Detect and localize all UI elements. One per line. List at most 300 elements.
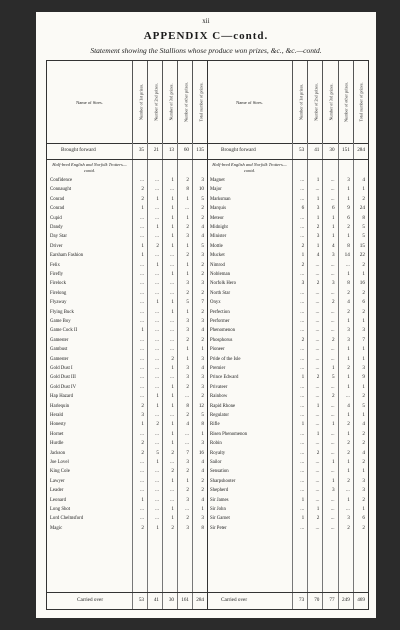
carried-over-value: 70 — [314, 597, 320, 603]
prize-count-cell: 8 — [201, 421, 204, 428]
prize-count-cell: ... — [170, 487, 174, 494]
prize-count-cell: 16 — [359, 280, 365, 287]
prize-count-cell: 3 — [186, 280, 189, 287]
prize-count-cell: ... — [140, 374, 144, 381]
prize-count-cell: ... — [170, 327, 174, 334]
prize-count-cell: ... — [330, 289, 335, 296]
prize-count-cell: ... — [330, 440, 335, 447]
prize-count-cell: 1 — [186, 355, 189, 362]
prize-count-cell: ... — [315, 318, 320, 324]
prize-count-cell: 3 — [186, 233, 189, 240]
prize-count-cell: 2 — [316, 224, 320, 230]
sire-name: Sir Peter — [210, 525, 227, 531]
prize-count-cell: 1 — [186, 195, 189, 202]
prize-column-header-label: Number of other prizes. — [343, 81, 349, 123]
prize-count-cell: 1 — [301, 421, 305, 428]
prize-count-cell: ... — [155, 374, 159, 381]
sire-name: Driver — [50, 243, 63, 249]
prize-count-cell: ... — [170, 280, 174, 287]
sire-name: Dandy — [50, 225, 63, 230]
prize-column-header-label: Number of 2nd prizes. — [313, 83, 319, 121]
carried-over-label: Carried over — [77, 597, 104, 603]
prize-count-cell: 2 — [201, 393, 204, 400]
table-header — [207, 61, 368, 144]
left-table-half — [47, 61, 208, 609]
prize-count-cell: 1 — [362, 468, 365, 475]
carried-over-row — [207, 592, 368, 609]
carried-over-value: 469 — [357, 597, 365, 603]
prize-count-cell: 1 — [156, 524, 159, 531]
prize-count-cell: 8 — [347, 242, 350, 249]
section-heading: Half-bred English and Norfolk Trotters—contd. — [52, 162, 127, 173]
prize-count-cell: ... — [345, 487, 350, 494]
prize-count-cell: 1 — [316, 506, 320, 512]
prize-count-cell: 2 — [141, 402, 144, 409]
prize-count-cell: 4 — [201, 468, 204, 475]
prize-count-cell: ... — [330, 383, 335, 390]
sire-name: Gambust — [50, 347, 68, 353]
prize-count-cell: 1 — [156, 459, 159, 465]
prize-count-cell: 1 — [156, 299, 159, 306]
prize-count-cell: 1 — [141, 421, 144, 428]
prize-count-cell: 1 — [141, 496, 144, 503]
carried-over-row — [47, 592, 207, 609]
prize-count-cell: ... — [155, 383, 159, 390]
sire-name: North Star — [210, 290, 231, 296]
prize-count-cell: 1 — [362, 186, 365, 193]
sire-name: Harlequin — [50, 403, 70, 409]
prize-count-cell: ... — [300, 214, 305, 221]
prize-count-cell: 2 — [186, 383, 189, 390]
brought-forward-label: Brought forward — [61, 147, 96, 153]
prize-count-cell: 2 — [156, 242, 159, 249]
carried-over-value: 30 — [168, 597, 174, 603]
prize-column-header-label: Number of 1st prizes. — [138, 83, 143, 121]
sire-name: Firelock — [50, 281, 66, 287]
prize-count-cell: ... — [140, 468, 144, 475]
prize-count-cell: 2 — [141, 524, 144, 531]
prize-count-cell: ... — [315, 524, 320, 531]
prize-count-cell: 1 — [331, 421, 335, 428]
prize-count-cell: 1 — [141, 205, 144, 212]
prize-count-cell: 7 — [362, 336, 365, 343]
prize-count-cell: ... — [315, 468, 320, 475]
prize-count-cell: 1 — [156, 224, 159, 230]
prize-count-cell: 3 — [331, 280, 335, 287]
prize-count-cell: 2 — [347, 289, 350, 296]
prize-count-cell: ... — [300, 318, 305, 324]
prize-count-cell: 1 — [347, 233, 350, 240]
prize-count-cell: 5 — [362, 402, 365, 409]
prize-column-header-label: Number of 2nd prizes. — [153, 83, 158, 121]
prize-count-cell: 1 — [301, 374, 305, 381]
prize-count-cell: 2 — [301, 261, 305, 268]
prize-count-cell: 12 — [198, 402, 204, 409]
prize-count-cell: ... — [330, 261, 335, 268]
prize-count-cell: ... — [300, 430, 305, 437]
section-heading: Half-bred English and Norfolk Trotters—contd. — [212, 162, 287, 173]
prize-count-cell: 16 — [198, 449, 204, 456]
prize-count-cell: 8 — [347, 280, 350, 287]
brought-forward-row — [47, 143, 207, 160]
prize-count-cell: ... — [315, 271, 320, 277]
carried-over-value: 41 — [153, 597, 159, 603]
prize-count-cell: ... — [140, 383, 144, 390]
prize-count-cell: 3 — [201, 318, 204, 324]
sire-name: Gold Dust I — [50, 366, 73, 371]
prize-count-cell: 9 — [347, 205, 350, 212]
sire-name: Robin — [210, 441, 222, 447]
prize-count-cell: 1 — [347, 318, 350, 324]
page-title: APPENDIX C—contd. — [143, 30, 269, 42]
prize-count-cell: 2 — [186, 289, 189, 296]
prize-count-cell: 2 — [316, 449, 320, 456]
prize-count-cell: 1 — [347, 468, 350, 475]
prize-count-cell: ... — [300, 524, 305, 531]
sire-name: Leader — [50, 488, 64, 494]
sire-name: Sir Garnet — [210, 516, 230, 522]
prize-count-cell: 3 — [201, 440, 204, 447]
prize-count-cell: ... — [140, 346, 144, 353]
prize-count-cell: ... — [345, 506, 350, 512]
prize-count-cell: 1 — [316, 195, 320, 202]
prize-count-cell: 3 — [316, 205, 320, 212]
prize-count-cell: 1 — [347, 459, 350, 465]
prize-count-cell: 1 — [171, 224, 174, 230]
prize-count-cell: ... — [330, 327, 335, 334]
prize-count-cell: 1 — [362, 318, 365, 324]
prize-count-cell: 2 — [316, 374, 320, 381]
brought-forward-value: 21 — [153, 147, 159, 153]
sire-name: Honesty — [50, 422, 66, 428]
prize-count-cell: 1 — [171, 177, 174, 183]
prize-count-cell: ... — [300, 506, 305, 512]
sire-name: Privateer — [210, 384, 228, 390]
prize-count-cell: ... — [155, 487, 159, 494]
prize-count-cell: 5 — [362, 224, 365, 230]
prize-count-cell: 2 — [201, 477, 204, 484]
prize-count-cell: 1 — [331, 233, 335, 240]
prize-count-cell: 4 — [316, 252, 320, 259]
prize-count-cell: 2 — [171, 355, 174, 362]
sire-name: Premier — [210, 366, 226, 371]
prize-count-cell: 4 — [201, 496, 204, 503]
prize-count-cell: ... — [185, 506, 189, 512]
sire-name: Game Boy — [50, 319, 71, 324]
prize-count-cell: 1 — [347, 496, 350, 503]
prize-count-cell: ... — [300, 365, 305, 371]
sire-name: Pride of the Isle — [210, 356, 241, 362]
prize-count-cell: 2 — [362, 308, 365, 315]
prize-count-cell: ... — [140, 177, 144, 183]
prize-count-cell: ... — [155, 233, 159, 240]
prize-count-cell: 4 — [186, 421, 189, 428]
prize-count-cell: 4 — [201, 233, 204, 240]
prize-count-cell: ... — [140, 393, 144, 400]
prize-count-cell: ... — [300, 195, 305, 202]
prize-count-cell: ... — [155, 177, 159, 183]
prize-column-header — [353, 61, 369, 143]
prize-column-header — [177, 61, 193, 143]
prize-column-header — [338, 61, 354, 143]
prize-count-cell: ... — [185, 440, 189, 447]
prize-count-cell: 1 — [186, 261, 189, 268]
sire-name: Firelong — [50, 290, 67, 296]
prize-count-cell: 2 — [186, 336, 189, 343]
prize-count-cell: 1 — [171, 421, 174, 428]
prize-count-cell: 1 — [171, 506, 174, 512]
prize-count-cell: 1 — [171, 515, 174, 522]
prize-count-cell: 2 — [331, 393, 335, 400]
sire-name: Marquis — [210, 206, 226, 212]
prize-count-cell: 2 — [347, 224, 350, 230]
prize-count-cell: ... — [300, 393, 305, 400]
prize-count-cell: ... — [300, 477, 305, 484]
sire-name: Performer — [210, 319, 230, 324]
prize-count-cell: ... — [345, 393, 350, 400]
prize-count-cell: 4 — [201, 327, 204, 334]
sire-name: Hurdle — [50, 441, 64, 447]
prize-count-cell: 2 — [186, 412, 189, 418]
carried-over-value: 249 — [342, 597, 350, 603]
prize-count-cell: ... — [155, 205, 159, 212]
prize-count-cell: ... — [330, 195, 335, 202]
prize-count-cell: ... — [155, 365, 159, 371]
prize-count-cell: 1 — [186, 242, 189, 249]
prize-count-cell: 1 — [171, 271, 174, 277]
brought-forward-value: 35 — [138, 147, 144, 153]
prize-count-cell: ... — [170, 459, 174, 465]
sire-name: Major — [210, 187, 222, 193]
prize-count-cell: 2 — [362, 289, 365, 296]
prize-count-cell: 1 — [171, 477, 174, 484]
prize-count-cell: 1 — [316, 242, 320, 249]
sire-name: Meteor — [210, 215, 224, 221]
sire-name: Sharpshooter — [210, 478, 236, 484]
prize-column-header-label: Total number of prizes. — [358, 82, 364, 122]
prize-count-cell: 3 — [201, 280, 204, 287]
prize-count-cell: ... — [140, 459, 144, 465]
sire-name: Connaught — [50, 187, 72, 193]
carried-over-value: 53 — [138, 597, 144, 603]
sire-name: Shepherd — [210, 488, 229, 494]
sire-name: Sir John — [210, 507, 226, 512]
prize-column-header-label: Number of 3rd prizes. — [328, 83, 334, 121]
sire-name-header: Name of Sires. — [76, 99, 103, 105]
prize-count-cell: ... — [155, 440, 159, 447]
prize-count-cell: ... — [300, 412, 305, 418]
prize-count-cell: ... — [345, 261, 350, 268]
prize-count-cell: 2 — [201, 336, 204, 343]
sire-name: Conrad — [50, 196, 65, 202]
prize-count-cell: 2 — [347, 308, 350, 315]
prize-count-cell: 1 — [362, 506, 365, 512]
prize-count-cell: 1 — [201, 430, 204, 437]
prize-count-cell: 2 — [362, 261, 365, 268]
prize-count-cell: ... — [155, 477, 159, 484]
prize-count-cell: 3 — [331, 252, 335, 259]
prize-count-cell: 2 — [186, 515, 189, 522]
prize-count-cell: 1 — [171, 393, 174, 400]
prize-count-cell: 2 — [141, 195, 144, 202]
sire-name: Flyaway — [50, 300, 67, 306]
prize-count-cell: ... — [140, 214, 144, 221]
prize-count-cell: 4 — [201, 459, 204, 465]
prize-count-cell: ... — [330, 506, 335, 512]
prize-count-cell: 2 — [171, 449, 174, 456]
prize-column-header-label: Number of 1st prizes. — [298, 83, 304, 121]
page-number: xii — [202, 17, 210, 25]
prize-count-cell: 2 — [141, 186, 144, 193]
prize-count-cell: ... — [155, 308, 159, 315]
sire-name: Herald — [50, 413, 64, 418]
prize-count-cell: ... — [185, 393, 189, 400]
prize-count-cell: 1 — [301, 515, 305, 522]
prize-count-cell: 2 — [347, 440, 350, 447]
prize-count-cell: ... — [300, 271, 305, 277]
prize-count-cell: 1 — [347, 383, 350, 390]
prize-count-cell: 3 — [201, 383, 204, 390]
prize-count-cell: 2 — [141, 449, 144, 456]
prize-count-cell: 1 — [316, 214, 320, 221]
prize-count-cell: 4 — [362, 177, 365, 183]
prize-count-cell: ... — [315, 299, 320, 306]
prize-count-cell: 1 — [362, 271, 365, 277]
prize-count-cell: 1 — [171, 430, 174, 437]
prize-count-cell: ... — [155, 468, 159, 475]
prize-count-cell: 3 — [362, 487, 365, 494]
prize-count-cell: ... — [155, 280, 159, 287]
prize-count-cell: ... — [330, 346, 335, 353]
prize-count-cell: ... — [315, 393, 320, 400]
prize-count-cell: 9 — [362, 374, 365, 381]
prize-count-cell: 2 — [331, 299, 335, 306]
prize-count-cell: 1 — [362, 355, 365, 362]
prize-count-cell: ... — [140, 261, 144, 268]
prize-column-header — [132, 61, 148, 143]
prize-count-cell: ... — [315, 186, 320, 193]
sire-name: Rifle — [210, 422, 220, 428]
prize-column-header-label: Number of 3rd prizes. — [168, 83, 173, 121]
prize-count-cell: ... — [155, 318, 159, 324]
prize-count-cell: 7 — [186, 449, 189, 456]
prize-count-cell: ... — [170, 252, 174, 259]
prize-count-cell: ... — [155, 412, 159, 418]
prize-count-cell: ... — [330, 271, 335, 277]
prize-count-cell: ... — [140, 271, 144, 277]
prize-count-cell: ... — [155, 271, 159, 277]
prize-count-cell: ... — [300, 383, 305, 390]
prize-count-cell: ... — [140, 487, 144, 494]
sire-name: Gold Dust IV — [50, 384, 77, 390]
sire-name-header: Name of Sires. — [236, 99, 263, 105]
brought-forward-value: 60 — [183, 147, 189, 153]
sire-name: Nimrod — [210, 262, 225, 268]
prize-count-cell: 5 — [362, 233, 365, 240]
prize-count-cell: ... — [315, 440, 320, 447]
sire-name: Lawyer — [50, 478, 65, 484]
prize-count-cell: ... — [300, 233, 305, 240]
brought-forward-value: 151 — [342, 147, 350, 153]
sire-name: Hornet — [50, 431, 64, 437]
prize-count-cell: ... — [155, 327, 159, 334]
prize-count-cell: 2 — [362, 430, 365, 437]
prize-count-cell: ... — [140, 430, 144, 437]
prize-count-cell: 1 — [201, 506, 204, 512]
prize-count-cell: ... — [170, 186, 174, 193]
prize-count-cell: ... — [140, 336, 144, 343]
sire-name: Pioneer — [210, 347, 225, 353]
prize-count-cell: 4 — [347, 299, 350, 306]
prize-count-cell: ... — [170, 412, 174, 418]
prize-count-cell: 2 — [201, 205, 204, 212]
prize-count-cell: 1 — [331, 477, 335, 484]
sire-name: Nobleman — [210, 272, 230, 277]
prize-count-cell: 1 — [171, 299, 174, 306]
prize-count-cell: 1 — [186, 271, 189, 277]
prize-count-cell: ... — [315, 459, 320, 465]
prize-count-cell: ... — [140, 365, 144, 371]
prize-count-cell: 1 — [331, 214, 335, 221]
prize-count-cell: ... — [315, 336, 320, 343]
prize-count-cell: 1 — [171, 365, 174, 371]
prize-count-cell: 15 — [359, 242, 365, 249]
sire-name: Gamester — [50, 337, 69, 343]
prize-count-cell: 1 — [171, 214, 174, 221]
prize-count-cell: 1 — [171, 242, 174, 249]
prize-count-cell: 2 — [347, 477, 350, 484]
prize-count-cell: ... — [170, 374, 174, 381]
carried-over-value: 284 — [196, 597, 204, 603]
prize-count-cell: 5 — [186, 299, 189, 306]
prize-count-cell: 1 — [301, 496, 305, 503]
prize-count-cell: ... — [315, 289, 320, 296]
prize-count-cell: 1 — [347, 355, 350, 362]
prize-count-cell: 1 — [186, 346, 189, 353]
sire-name: Magic — [50, 525, 63, 531]
prize-count-cell: 1 — [316, 177, 320, 183]
prize-count-cell: 1 — [316, 402, 320, 409]
prize-count-cell: ... — [330, 496, 335, 503]
prize-count-cell: 3 — [362, 327, 365, 334]
sire-name: Mucket — [210, 253, 225, 259]
prize-count-cell: 3 — [362, 477, 365, 484]
prize-count-cell: ... — [330, 186, 335, 193]
prize-count-cell: 2 — [362, 496, 365, 503]
prize-count-cell: ... — [300, 308, 305, 315]
prize-count-cell: 2 — [362, 440, 365, 447]
prize-count-cell: 2 — [186, 177, 189, 183]
prize-count-cell: ... — [300, 402, 305, 409]
prize-count-cell: 1 — [331, 459, 335, 465]
prize-count-cell: 8 — [186, 186, 189, 193]
prize-count-cell: 24 — [359, 205, 365, 212]
prize-count-cell: 2 — [347, 449, 350, 456]
prize-count-cell: 1 — [331, 365, 335, 371]
sire-name: Conrad — [50, 206, 65, 212]
prize-count-cell: 2 — [171, 524, 174, 531]
prize-count-cell: 1 — [156, 261, 159, 268]
prize-count-cell: ... — [300, 440, 305, 447]
prize-count-cell: 8 — [186, 402, 189, 409]
prize-count-cell: 2 — [201, 271, 204, 277]
brought-forward-row — [207, 143, 368, 160]
prize-count-cell: 2 — [186, 468, 189, 475]
sire-name: King Cole — [50, 469, 70, 475]
prize-count-cell: ... — [315, 421, 320, 428]
prize-column-header — [322, 61, 338, 143]
carried-over-value: 77 — [329, 597, 335, 603]
